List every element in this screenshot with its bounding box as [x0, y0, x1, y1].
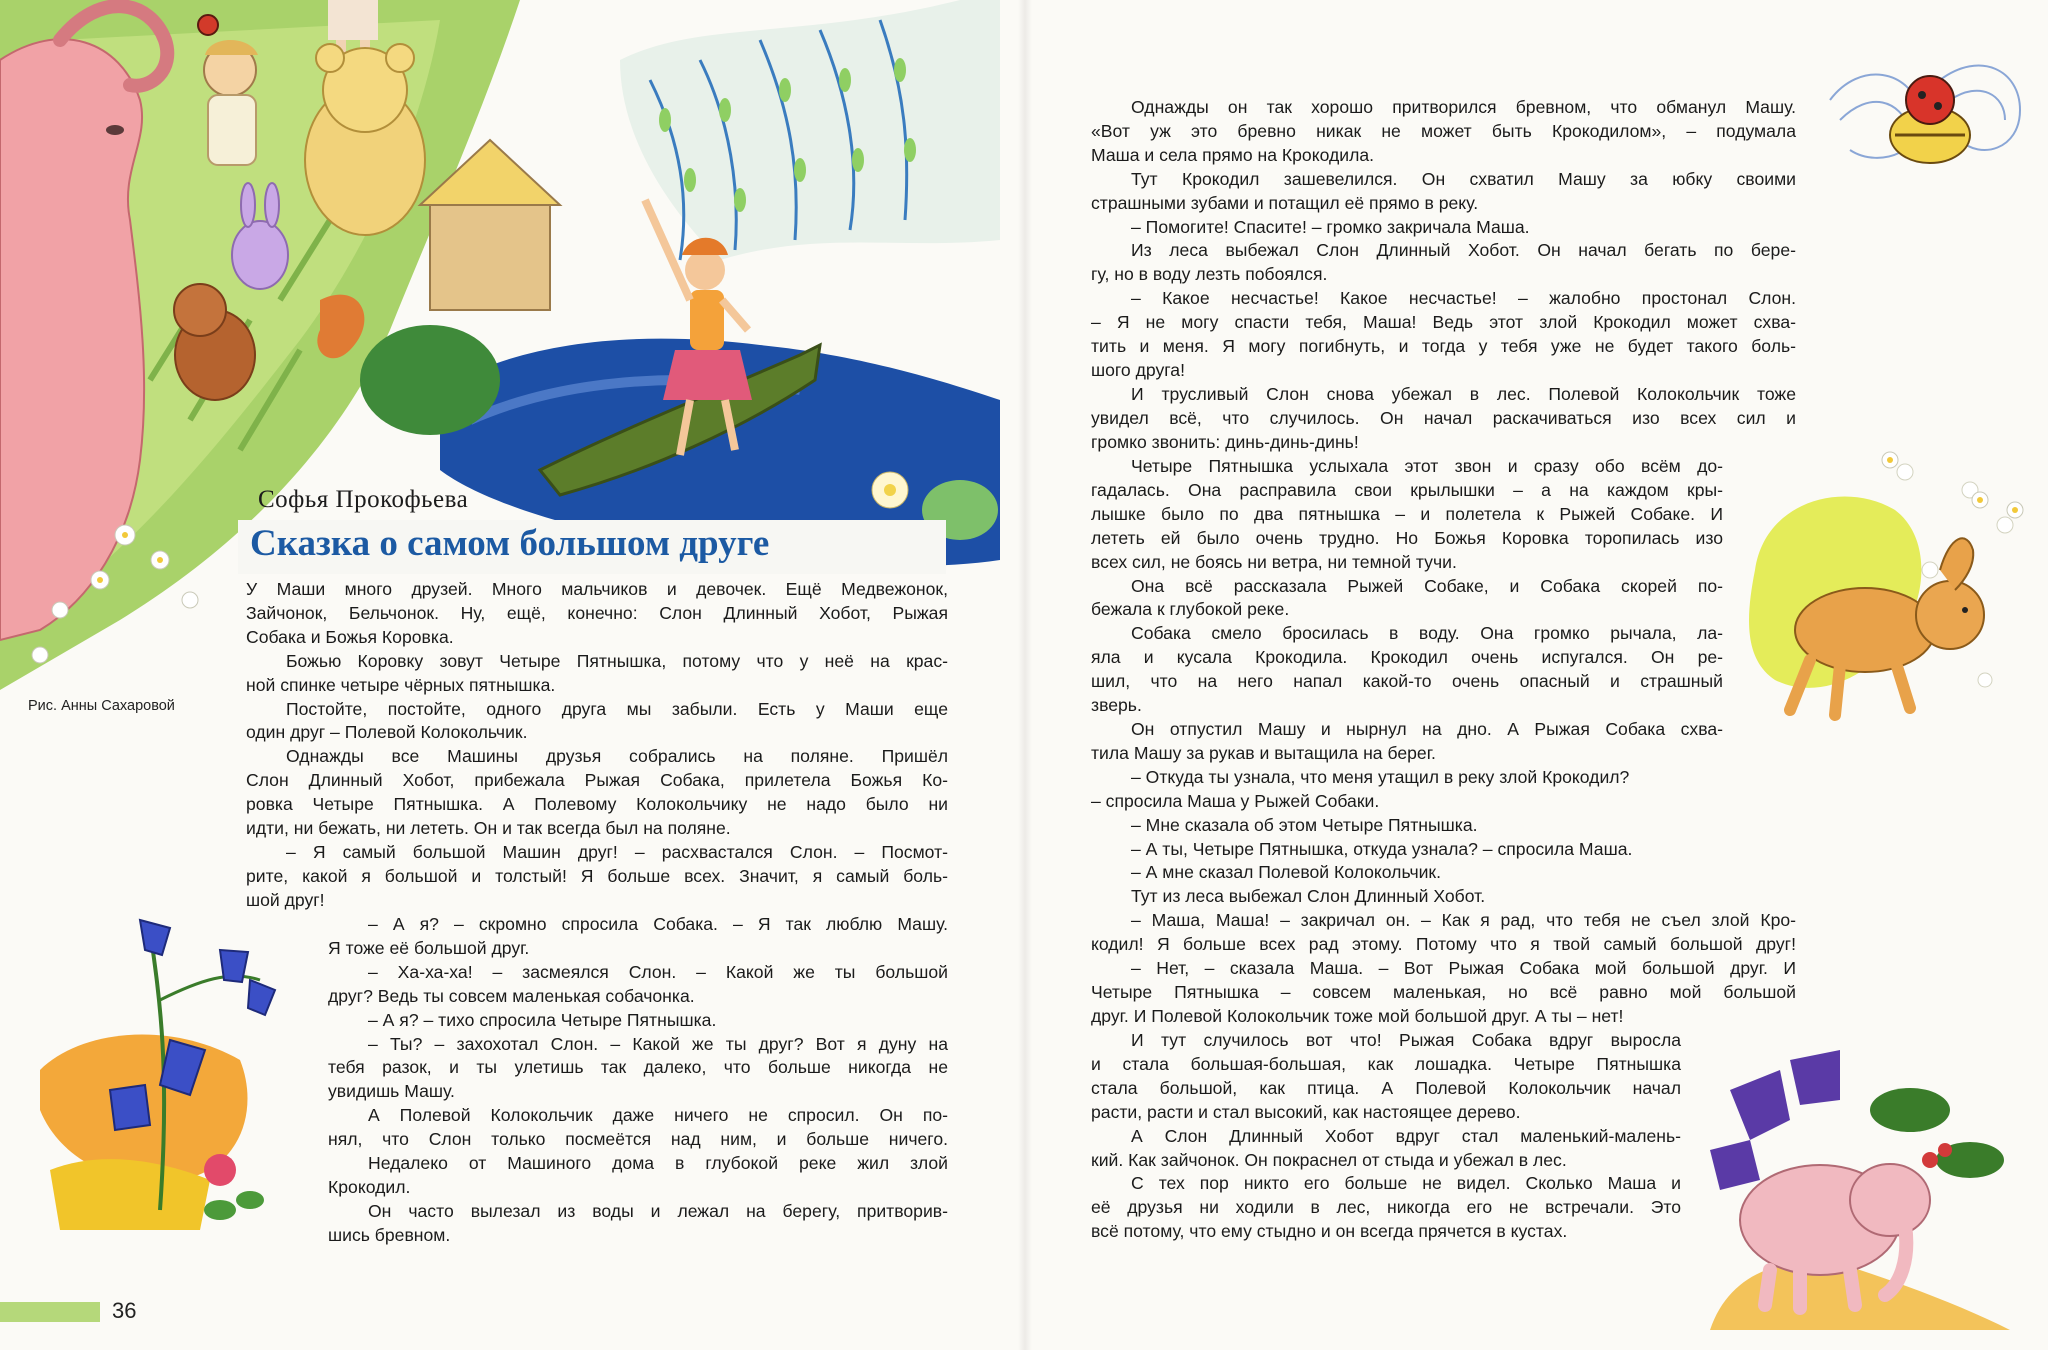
- text-line: Собака и Божья Коровка.: [246, 626, 454, 647]
- bluebell-illustration: [20, 910, 290, 1240]
- text-line: Крокодил.: [328, 1176, 411, 1197]
- text-line: – Откуда ты узнала, что меня утащил в реку злой Крокодил?: [1131, 766, 1630, 787]
- right-column-dialogue: [1091, 909, 1796, 1029]
- text-line: ной спинке четыре чёрных пятнышка.: [246, 674, 556, 695]
- text-line: Собака смело бросилась в воду. Она громко рычала, ла-: [1131, 623, 1723, 644]
- text-line: шого друга!: [1091, 359, 1185, 380]
- text-line: лышке было по два пятнышка – и полетела к Рыжей Собаке. И: [1091, 503, 1723, 524]
- text-line: – Какое несчастье! Какое несчастье! – жалобно простонал Слон.: [1131, 288, 1796, 309]
- text-line: нял, что Слон только посмеётся над ним, и больше ничего.: [328, 1129, 948, 1150]
- text-line: друг. И Полевой Колокольчик тоже мой большой друг. А ты – нет!: [1091, 1005, 1624, 1026]
- text-line: всё потому, что ему стыдно и он всегда прячется в кустах.: [1091, 1221, 1568, 1242]
- text-line: всех сил, не боясь ни ветра, ни темной тучи.: [1091, 551, 1457, 572]
- page-gutter: [1018, 0, 1032, 1350]
- text-line: Недалеко от Машиного дома в глубокой реке жил злой: [368, 1153, 948, 1174]
- text-line: страшными зубами и потащил её прямо в реку.: [1091, 192, 1479, 213]
- text-line: лететь ей было очень трудно. Но Божья Коровка торопилась изо: [1091, 527, 1723, 548]
- text-line: Он часто вылезал из воды и лежал на берегу, притворив-: [368, 1200, 948, 1221]
- text-line: Маша и села прямо на Крокодила.: [1091, 144, 1375, 165]
- text-line: – А ты, Четыре Пятнышка, откуда узнала? – спросила Маша.: [1131, 838, 1633, 859]
- text-line: – Я самый большой Машин друг! – расхвастался Слон. – Посмот-: [286, 841, 948, 862]
- text-line: шись бревном.: [328, 1224, 451, 1245]
- text-line: шой друг!: [246, 889, 325, 910]
- text-line: Тут Крокодил зашевелился. Он схватил Машу за юбку своими: [1131, 168, 1796, 189]
- right-column-top: [1091, 96, 1796, 455]
- text-line: Однажды все Машины друзья собрались на поляне. Пришёл: [286, 746, 948, 767]
- text-line: идти, ни бежать, ни лететь. Он и так всегда был на поляне.: [246, 818, 731, 839]
- left-column-upper: [246, 578, 948, 913]
- daisy-decoration: [1870, 440, 2040, 560]
- illustration-credit: Рис. Анны Сахаровой: [28, 698, 175, 714]
- text-line: тебя разок, и ты улетишь так далеко, что больше никогда не: [328, 1057, 948, 1078]
- text-line: громко звонить: динь-динь-динь!: [1091, 431, 1359, 452]
- text-line: «Вот уж это бревно никак не может быть Крокодилом», – подумала: [1091, 120, 1796, 141]
- text-line: тить и меня. Я могу погибнуть, и тогда у тебя уже не будет такого боль-: [1091, 336, 1796, 357]
- text-line: рите, какой я большой и толстый! Я больше всех. Значит, я самый боль-: [246, 865, 948, 886]
- ladybug-illustration: [1820, 40, 2035, 220]
- left-column-lower: [328, 913, 948, 1248]
- text-line: – Ты? – захохотал Слон. – Какой же ты друг? Вот я дуну на: [368, 1033, 948, 1054]
- text-line: Однажды он так хорошо притворился бревном, что обманул Машу.: [1131, 97, 1796, 117]
- text-line: и стала большая-большая, как лошадка. Четыре Пятнышка: [1091, 1053, 1681, 1074]
- text-line: А Слон Длинный Хобот вдруг стал маленький-малень-: [1131, 1125, 1681, 1146]
- text-line: гу, но в воду лезть побоялся.: [1091, 264, 1328, 285]
- text-line: Я тоже её большой друг.: [328, 937, 530, 958]
- text-line: – Помогите! Спасите! – громко закричала Маша.: [1131, 216, 1530, 237]
- text-line: тила Машу за рукав и вытащила на берег.: [1091, 742, 1436, 763]
- text-line: – А мне сказал Полевой Колокольчик.: [1131, 862, 1442, 883]
- text-line: увидел всё, что случилось. Он начал раскачиваться изо всех сил и: [1091, 407, 1796, 428]
- text-line: Четыре Пятнышка услыхала этот звон и сразу обо всём до-: [1131, 456, 1723, 476]
- text-line: И трусливый Слон снова убежал в лес. Полевой Колокольчик тоже: [1131, 383, 1796, 404]
- text-line: гадалась. Она расправила свои крылышки – а на каждом кры-: [1091, 479, 1723, 500]
- text-line: Слон Длинный Хобот, прибежала Рыжая Собака, прилетела Божья Ко-: [246, 770, 948, 791]
- page-number: 36: [112, 1298, 137, 1323]
- text-line: – Маша, Маша! – закричал он. – Как я рад, что тебя не съел злой Кро-: [1131, 910, 1796, 930]
- text-line: расти, расти и стал высокий, как настоящее дерево.: [1091, 1101, 1521, 1122]
- text-line: У Маши много друзей. Много мальчиков и девочек. Ещё Медвежонок,: [246, 579, 948, 599]
- author-name: Софья Прокофьева: [258, 486, 469, 513]
- text-line: яла и кусала Крокодила. Крокодил очень испугался. Он ре-: [1091, 647, 1723, 668]
- story-title: Сказка о самом большом друге: [250, 523, 770, 564]
- text-line: Он отпустил Машу и нырнул на дно. А Рыжая Собака схва-: [1131, 718, 1723, 739]
- text-line: бежала к глубокой реке.: [1091, 599, 1290, 620]
- text-line: увидишь Машу.: [328, 1081, 455, 1102]
- text-line: стала большой, как птица. А Полевой Колокольчик начал: [1091, 1077, 1681, 1098]
- text-line: кодил! Я больше всех рад этому. Потому что я твой самый большой друг!: [1091, 933, 1796, 954]
- text-line: – Я не могу спасти тебя, Маша! Ведь этот злой Крокодил может схва-: [1091, 312, 1796, 333]
- text-line: – А я? – скромно спросила Собака. – Я так люблю Машу.: [368, 914, 948, 934]
- text-line: Четыре Пятнышка – совсем маленькая, но всё равно мой большой: [1091, 981, 1796, 1002]
- text-line: Тут из леса выбежал Слон Длинный Хобот.: [1131, 886, 1486, 907]
- text-line: И тут случилось вот что! Рыжая Собака вдруг выросла: [1131, 1030, 1681, 1050]
- text-line: – А я? – тихо спросила Четыре Пятнышка.: [368, 1009, 717, 1030]
- text-line: Божью Коровку зовут Четыре Пятнышка, потому что у неё на крас-: [286, 650, 948, 671]
- text-line: зверь.: [1091, 695, 1142, 716]
- text-line: её друзья ни ходили в лес, никогда его не встречали. Это: [1091, 1197, 1681, 1218]
- text-line: Зайчонок, Бельчонок. Ну, ещё, конечно: Слон Длинный Хобот, Рыжая: [246, 602, 948, 623]
- text-line: кий. Как зайчонок. Он покраснел от стыда и убежал в лес.: [1091, 1149, 1567, 1170]
- text-line: шил, что на него напал какой-то очень опасный и страшный: [1091, 671, 1723, 692]
- text-line: Она всё рассказала Рыжей Собаке, и Собака скорей по-: [1131, 575, 1723, 596]
- text-line: А Полевой Колокольчик даже ничего не спросил. Он по-: [368, 1105, 948, 1126]
- text-line: Постойте, постойте, одного друга мы забыли. Есть у Маши еще: [286, 698, 948, 719]
- right-column-bottom: [1091, 1029, 1681, 1244]
- text-line: один друг – Полевой Колокольчик.: [246, 722, 528, 743]
- text-line: – Мне сказала об этом Четыре Пятнышка.: [1131, 814, 1478, 835]
- text-line: – Нет, – сказала Маша. – Вот Рыжая Собака мой большой друг. И: [1131, 957, 1796, 978]
- text-line: друг? Ведь ты совсем маленькая собачонка.: [328, 985, 695, 1006]
- text-line: ровка Четыре Пятнышка. А Полевому Колокольчику не надо было ни: [246, 794, 948, 815]
- right-column-middle: [1091, 455, 1723, 909]
- text-line: – Ха-ха-ха! – засмеялся Слон. – Какой же ты большой: [368, 961, 948, 982]
- text-line: Из леса выбежал Слон Длинный Хобот. Он начал бегать по бере-: [1131, 240, 1796, 261]
- text-line: – спросила Маша у Рыжей Собаки.: [1091, 790, 1380, 811]
- text-line: С тех пор никто его больше не видел. Сколько Маша и: [1131, 1173, 1681, 1194]
- page-number-bar: [0, 1302, 100, 1322]
- small-elephant-illustration: [1690, 1050, 2030, 1330]
